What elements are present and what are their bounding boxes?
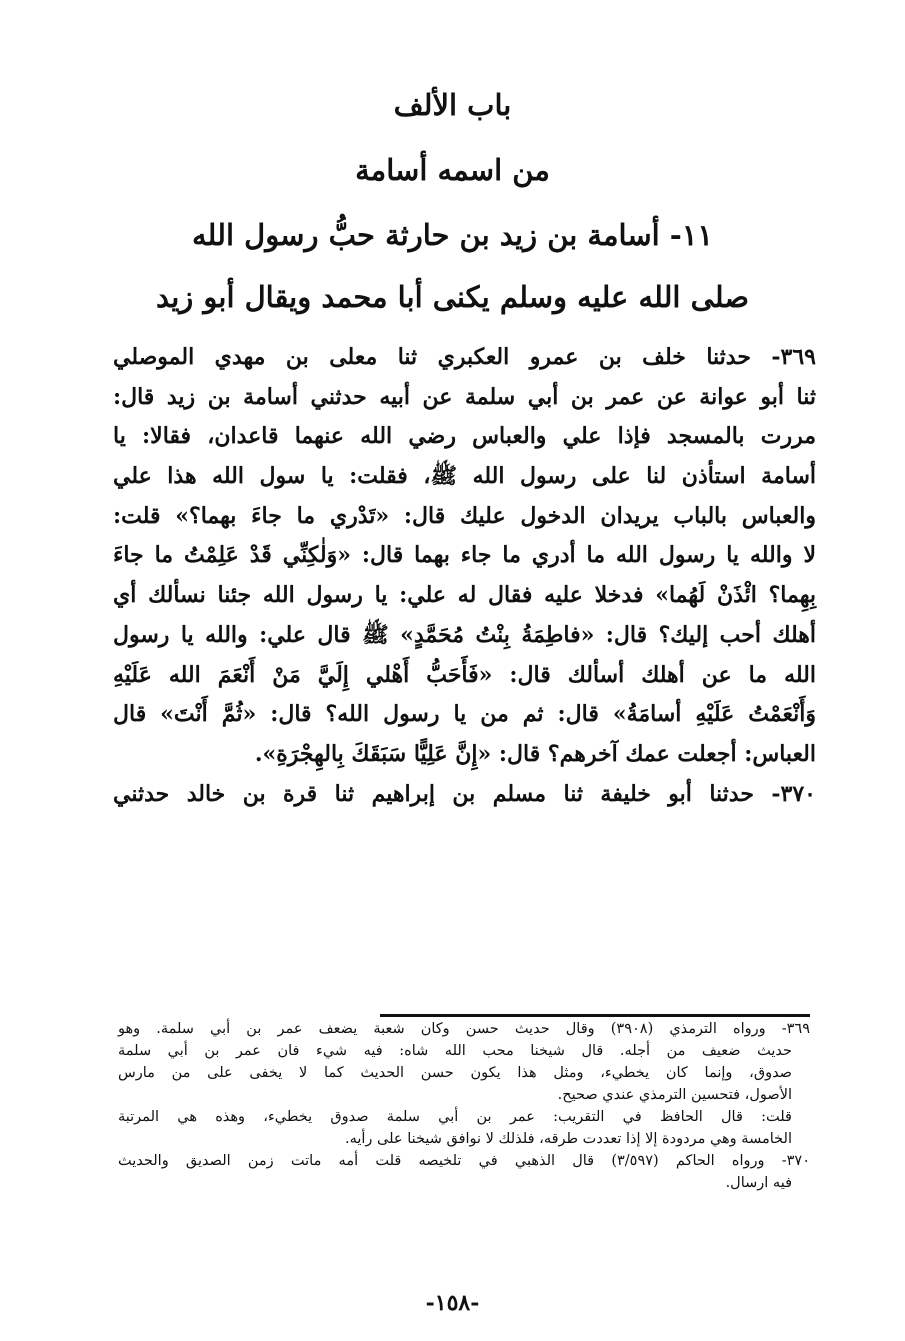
footnote-line: فيه ارسال.: [725, 1175, 792, 1191]
footnote-line: الخامسة وهي مردودة إلا إذا تعددت طرقه، فلذلك لا نوافق شيخنا على رأيه.: [344, 1131, 792, 1147]
text-line: مررت بالمسجد فإذا علي والعباس رضي الله عنهما قاعدان، فقالا: يا: [113, 423, 816, 450]
section-heading: من اسمه أسامة: [355, 153, 550, 187]
text-line: وَأَنْعَمْتُ عَلَيْهِ أسامَةُ» قال: ثم من يا رسول الله؟ قال: «ثُمَّ أَنْتَ» قال: [113, 701, 816, 728]
footnote-line: الأصول، فتحسين الترمذي عندي صحيح.: [557, 1087, 792, 1103]
main-text: [113, 338, 816, 814]
text-line: ثنا أبو عوانة عن عمر بن أبي سلمة عن أبيه حدثني أسامة بن زيد قال:: [113, 383, 816, 410]
entry-heading-line-1: ١١- أسامة بن زيد بن حارثة حبُّ رسول الله: [191, 218, 713, 252]
entry-heading-line-2: صلى الله عليه وسلم يكنى أبا محمد ويقال أبو زيد: [156, 280, 749, 314]
page-number: -١٥٨-: [425, 1290, 480, 1316]
footnote-line: قلت: قال الحافظ في التقريب: عمر بن أبي سلمة صدوق يخطيء، وهذه هي المرتبة: [118, 1109, 792, 1125]
footnote-line: صدوق، وإنما كان يخطيء، ومثل هذا يكون حسن الحديث كما لا يخفى على من مارس: [118, 1065, 792, 1081]
text-line: والعباس بالباب يريدان الدخول عليك قال: «تَدْري ما جاءَ بهما؟» قلت:: [113, 502, 816, 529]
footnotes: [118, 1018, 810, 1194]
text-line: ٣٦٩- حدثنا خلف بن عمرو العكبري ثنا معلى بن مهدي الموصلي: [113, 344, 816, 370]
text-line: العباس: أجعلت عمك آخرهم؟ قال: «إِنَّ عَلِيًّا سَبَقَكَ بِالهِجْرَةِ».: [254, 740, 816, 767]
text-line: أسامة استأذن لنا على رسول الله ﷺ، فقلت: يا سول الله هذا علي: [113, 463, 816, 490]
text-line: الله ما عن أهلك أسألك قال: «فَأَحَبُّ أَهْلي إِلَيَّ مَنْ أَنْعَمَ الله عَلَيْهِ: [113, 661, 816, 688]
text-line: بِهِما؟ ائْذَنْ لَهُما» فدخلا عليه فقال له علي: يا رسول الله جئنا نسألك أي: [113, 582, 816, 609]
text-line: لا والله يا رسول الله ما أدري ما جاء بهما قال: «وَلٰكِنِّي قَدْ عَلِمْتُ ما جاءَ: [113, 542, 816, 569]
chapter-heading: باب الألف: [393, 88, 512, 122]
footnote-divider: [380, 1014, 810, 1017]
text-line: أهلك أحب إليك؟ قال: «فاطِمَةُ بِنْتُ مُحَمَّدٍ» ﷺ قال علي: والله يا رسول: [113, 621, 816, 648]
text-line: ٣٧٠- حدثنا أبو خليفة ثنا مسلم بن إبراهيم ثنا قرة بن خالد حدثني: [113, 780, 816, 807]
footnote-line: ٣٧٠- ورواه الحاكم (٣/٥٩٧) قال الذهبي في تلخيصه قلت أمه ماتت زمن الصديق والحديث: [118, 1153, 810, 1169]
footnote-line: حديث ضعيف من أجله. قال شيخنا محب الله شاه: فيه شيء فان عمر بن أبي سلمة: [118, 1043, 792, 1059]
footnote-line: ٣٦٩- ورواه الترمذي (٣٩٠٨) وقال حديث حسن وكان شعبة يضعف عمر بن أبي سلمة. وهو: [118, 1021, 810, 1037]
